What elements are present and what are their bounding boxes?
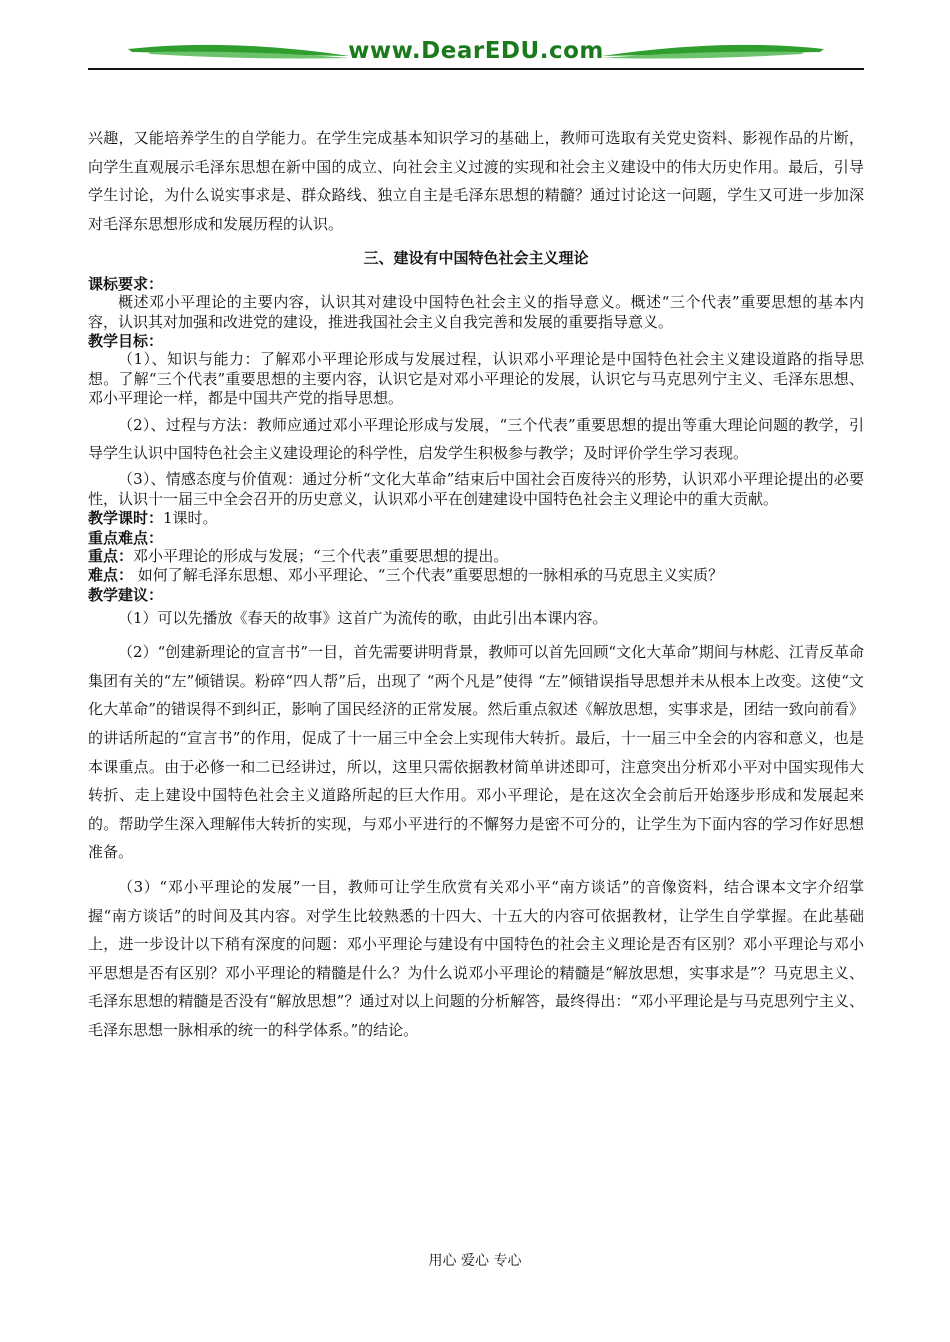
goals-heading: 教学目标： [88, 332, 164, 351]
site-logo[interactable]: www.DearEDU.com [348, 38, 604, 64]
key-difficult-heading: 重点难点： [88, 528, 164, 547]
hours-value: 1课时。 [163, 509, 218, 528]
difficult-point-label: 难点： [88, 566, 134, 585]
advice-heading: 教学建议： [88, 585, 164, 604]
section-title: 三、建设有中国特色社会主义理论 [363, 249, 589, 268]
key-point-line [88, 547, 864, 567]
key-point-text: 邓小平理论的形成与发展；“三个代表”重要思想的提出。 [133, 546, 509, 565]
curriculum-heading: 课标要求： [88, 275, 164, 294]
goal-process: （2）、过程与方法：教师应通过邓小平理论形成与发展，“三个代表”重要思想的提出等重大理论问题的教学，引导学生认识中国特色社会主义建设理论的科学性，启发学生积极参与教学；及时评价学生学习表现。 [88, 415, 864, 463]
advice-1: （1）可以先播放《春天的故事》这首广为流传的歌，由此引出本课内容。 [118, 608, 608, 627]
document-body [88, 124, 864, 1044]
advice-2: （2）“创建新理论的宣言书”一目，首先需要讲明背景，教师可以首先回顾“文化大革命”期间与林彪、江青反革命集团有关的“左”倾错误。粉碎“四人帮”后，出现了 “两个凡是”使得 “左”倾错误指导思想并未从根本上改变。这使“文化大革命”的错误得不到纠正，影响了国民经济的正常发展。然后重点叙述《解放思想，实事求是，团结一致向前看》的讲话所起的“宣言书”的作用，促成了十一届三中全会上实现伟大转折。最后，十一届三中全会的内容和意义，也是本课重点。由于必修一和二已经讲过，所以，这里只需依据教材简单讲述即可，注意突出分析邓小平对中国实现伟大转折、走上建设中国特色社会主义道路所起的巨大作用。邓小平理论，是在这次全会前后开始逐步形成和发展起来的。帮助学生深入理解伟大转折的实现，与邓小平进行的不懈努力是密不可分的，让学生为下面内容的学习作好思想准备。 [88, 643, 864, 862]
goal-knowledge: （1）、知识与能力：了解邓小平理论形成与发展过程，认识邓小平理论是中国特色社会主义建设道路的指导思想。了解“三个代表”重要思想的主要内容，认识它是对邓小平理论的发展，认识它与马克思列宁主义、毛泽东思想、邓小平理论一样，都是中国共产党的指导思想。 [88, 350, 864, 408]
curriculum-text: 概述邓小平理论的主要内容，认识其对建设中国特色社会主义的指导意义。概述“三个代表”重要思想的基本内容，认识其对加强和改进党的建设，推进我国社会主义自我完善和发展的重要指导意义。 [88, 293, 864, 331]
advice-3: （3）“邓小平理论的发展”一目，教师可让学生欣赏有关邓小平“南方谈话”的音像资料，结合课本文字介绍掌握“南方谈话”的时间及其内容。对学生比较熟悉的十四大、十五大的内容可依据教材，让学生自学掌握。在此基础上，进一步设计以下稍有深度的问题：邓小平理论与建设有中国特色的社会主义理论是否有区别？邓小平理论与邓小平思想是否有区别？邓小平理论的精髓是什么？为什么说邓小平理论的精髓是“解放思想，实事求是”？马克思主义、毛泽东思想的精髓是否没有“解放思想”？通过对以上问题的分析解答，最终得出：“邓小平理论是与马克思列宁主义、毛泽东思想一脉相承的统一的科学体系。”的结论。 [88, 877, 864, 1039]
difficult-point-line [88, 566, 864, 586]
key-point-label: 重点： [88, 546, 134, 565]
goal-attitude: （3）、情感态度与价值观：通过分析“文化大革命”结束后中国社会百废待兴的形势，认识邓小平理论提出的必要性，认识十一届三中全会召开的历史意义，认识邓小平在创建建设中国特色社会主义理论中的重大贡献。 [88, 470, 864, 508]
header-divider [88, 68, 864, 70]
page-footer: 用心 爱心 专心 [428, 1253, 522, 1269]
site-header-banner [88, 36, 864, 70]
hours-line [88, 509, 864, 529]
hours-label: 教学课时： [88, 509, 164, 528]
difficult-point-text: 如何了解毛泽东思想、邓小平理论、“三个代表”重要思想的一脉相承的马克思主义实质？ [137, 566, 724, 585]
intro-paragraph: 兴趣，又能培养学生的自学能力。在学生完成基本知识学习的基础上，教师可选取有关党史资料、影视作品的片断，向学生直观展示毛泽东思想在新中国的成立、向社会主义过渡的实现和社会主义建设中的伟大历史作用。最后，引导学生讨论，为什么说实事求是、群众路线、独立自主是毛泽东思想的精髓？通过讨论这一问题，学生又可进一步加深对毛泽东思想形成和发展历程的认识。 [88, 129, 864, 233]
